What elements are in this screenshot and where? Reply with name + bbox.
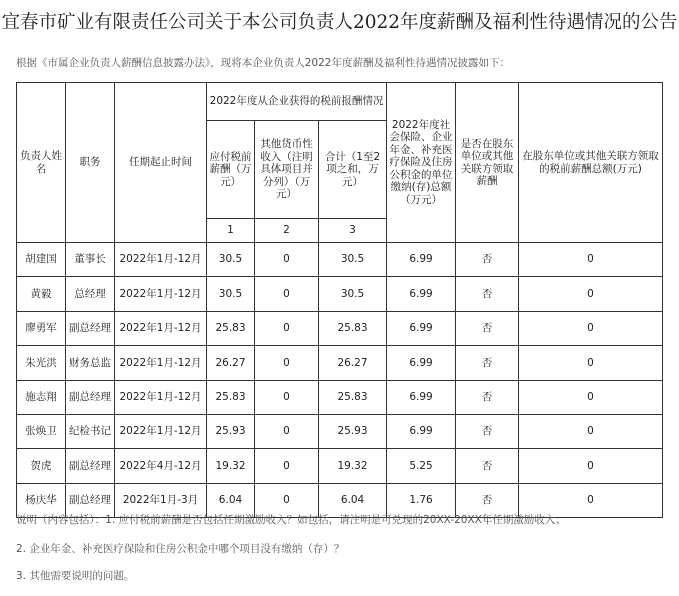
cell-social: 1.76 [387,483,456,517]
cell-related-amount: 0 [519,380,663,414]
cell-total: 30.5 [319,243,387,277]
cell-name: 廖勇军 [17,311,66,345]
cell-position: 副总经理 [66,449,115,483]
header-other: 其他货币性收入（注明具体项目并分列）（万元） [255,121,319,219]
cell-other: 0 [255,449,319,483]
cell-other: 0 [255,483,319,517]
cell-related-amount: 0 [519,414,663,448]
intro-text: 根据《市属企业负责人薪酬信息披露办法》，现将本企业负责人2022年度薪酬及福利性待遇情况披露如下： [16,57,510,69]
cell-related-amount: 0 [519,311,663,345]
cell-related: 否 [456,449,519,483]
header-num-1: 1 [207,219,255,243]
cell-other: 0 [255,243,319,277]
note-1: 说明（内容包括）：1. 应付税前薪酬是否包括任期激励收入？如包括，请注明是可兑现的20XX-20XX年任期激励收入； [16,514,566,526]
header-term: 任期起止时间 [115,83,207,243]
cell-name: 胡建国 [17,243,66,277]
cell-social: 6.99 [387,414,456,448]
table-row [17,277,663,311]
cell-position: 财务总监 [66,346,115,380]
cell-position: 副总经理 [66,380,115,414]
cell-position: 纪检书记 [66,414,115,448]
table-row [17,414,663,448]
cell-pay: 30.5 [207,277,255,311]
cell-related-amount: 0 [519,449,663,483]
cell-other: 0 [255,311,319,345]
cell-total: 25.83 [319,380,387,414]
cell-related: 否 [456,380,519,414]
header-position: 职务 [66,83,115,243]
page-title: 宜春市矿业有限责任公司关于本公司负责人2022年度薪酬及福利性待遇情况的公告 [1,12,678,33]
cell-total: 30.5 [319,277,387,311]
header-name: 负责人姓名 [17,83,66,243]
cell-term: 2022年1月-3月 [115,483,207,517]
cell-pay: 26.27 [207,346,255,380]
cell-social: 6.99 [387,380,456,414]
cell-name: 黄毅 [17,277,66,311]
cell-pay: 6.04 [207,483,255,517]
table-row [17,346,663,380]
header-pay-group: 2022年度从企业获得的税前报酬情况 [207,83,387,121]
cell-position: 董事长 [66,243,115,277]
cell-pay: 30.5 [207,243,255,277]
cell-social: 6.99 [387,243,456,277]
cell-related-amount: 0 [519,243,663,277]
cell-related-amount: 0 [519,277,663,311]
cell-position: 总经理 [66,277,115,311]
cell-name: 杨庆华 [17,483,66,517]
cell-pay: 25.83 [207,311,255,345]
cell-other: 0 [255,380,319,414]
cell-term: 2022年1月-12月 [115,311,207,345]
cell-related: 否 [456,243,519,277]
cell-social: 6.99 [387,311,456,345]
cell-other: 0 [255,277,319,311]
cell-related-amount: 0 [519,483,663,517]
cell-related: 否 [456,346,519,380]
cell-total: 26.27 [319,346,387,380]
cell-related: 否 [456,277,519,311]
table-row [17,243,663,277]
table-row [17,311,663,345]
note-3: 3. 其他需要说明的问题。 [16,570,135,582]
cell-pay: 25.93 [207,414,255,448]
cell-social: 5.25 [387,449,456,483]
table-row [17,449,663,483]
cell-total: 25.93 [319,414,387,448]
cell-pay: 25.83 [207,380,255,414]
cell-name: 朱光洪 [17,346,66,380]
cell-term: 2022年1月-12月 [115,380,207,414]
cell-pay: 19.32 [207,449,255,483]
cell-other: 0 [255,346,319,380]
cell-term: 2022年1月-12月 [115,277,207,311]
cell-related-amount: 0 [519,346,663,380]
cell-related: 否 [456,311,519,345]
header-related-amount: 在股东单位或其他关联方领取的税前薪酬总额(万元) [519,83,663,243]
cell-term: 2022年1月-12月 [115,243,207,277]
cell-position: 副总经理 [66,483,115,517]
table-row [17,380,663,414]
cell-total: 25.83 [319,311,387,345]
cell-term: 2022年1月-12月 [115,414,207,448]
header-pay: 应付税前薪酬（万元） [207,121,255,219]
header-total: 合计（1至2项之和，万元） [319,121,387,219]
header-social: 2022年度社会保险、企业年金、补充医疗保险及住房公积金的单位缴纳(存)总额（万元） [387,83,456,243]
cell-related: 否 [456,483,519,517]
cell-name: 张焕卫 [17,414,66,448]
cell-name: 贺虎 [17,449,66,483]
cell-position: 副总经理 [66,311,115,345]
cell-total: 6.04 [319,483,387,517]
cell-term: 2022年1月-12月 [115,346,207,380]
header-num-3: 3 [319,219,387,243]
cell-other: 0 [255,414,319,448]
salary-table [16,82,663,518]
header-num-2: 2 [255,219,319,243]
note-2: 2. 企业年金、补充医疗保险和住房公积金中哪个项目没有缴纳（存）？ [16,543,345,555]
cell-related: 否 [456,414,519,448]
cell-term: 2022年4月-12月 [115,449,207,483]
cell-name: 施志翔 [17,380,66,414]
cell-social: 6.99 [387,346,456,380]
cell-social: 6.99 [387,277,456,311]
cell-total: 19.32 [319,449,387,483]
header-related: 是否在股东单位或其他关联方领取薪酬 [456,83,519,243]
